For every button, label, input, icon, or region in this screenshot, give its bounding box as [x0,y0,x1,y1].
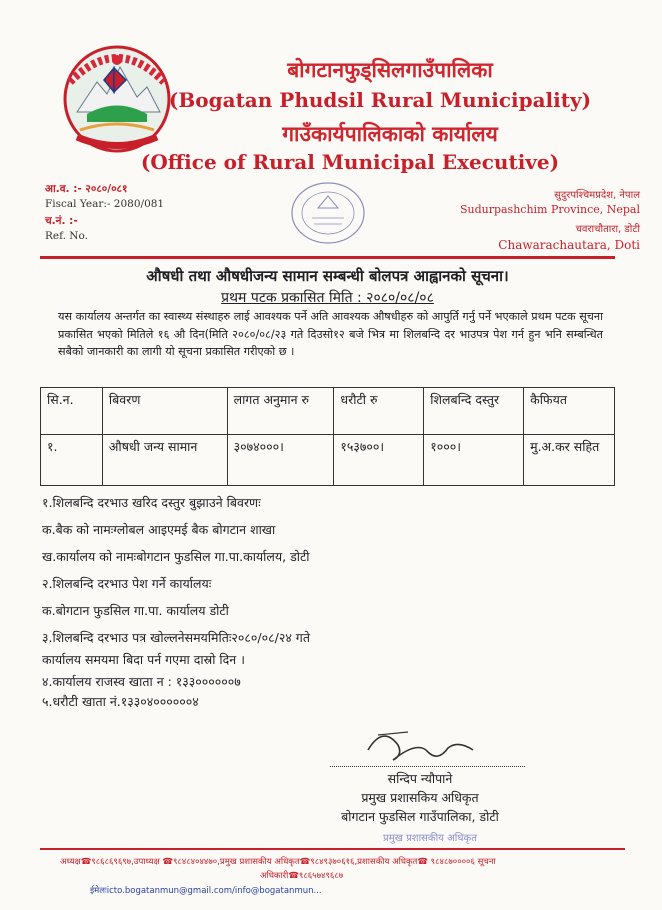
footer-contacts: अध्यक्ष☎९८६८६९६९७,उपाध्यक्ष ☎९८४८४०४४७०,प्रमुख प्रशासकीय अधिकृत☎९८४९३७०६१६,प्रशासकीय अधिकृत☎ ९८४८७००००६ सूचना [60,857,496,867]
signatory-post: प्रमुख प्रशासकिय अधिकृत [361,790,479,805]
fiscal-year-english: Fiscal Year:- 2080/081 [45,198,165,210]
column-header: कैफियत [524,388,615,435]
post-seal-text: प्रमुख प्रशासकीय अधिकृत [383,833,477,844]
detail-line: ख.कार्यालय को नामःबोगटान फुडसिल गा.पा.कार्यालय, डोटी [42,549,310,564]
table-cell: ३०७४०००। [227,435,334,486]
office-name-nepali: गाउँकार्यपालिकाको कार्यालय [282,122,498,146]
footer-divider [40,848,625,850]
footer-email[interactable]: ईमेलःicto.bogatanmun@gmail.com/info@bogatanmun... [90,886,322,896]
handwritten-signature [348,720,488,770]
office-name-english: (Office of Rural Municipal Executive) [140,150,560,174]
column-header: बिवरण [102,388,227,435]
detail-line: क.बैक को नामःग्लोबल आइएमई बैक बोगटान शाखा [42,522,276,537]
column-header: लागत अनुमान रु [227,388,334,435]
publish-date-line: प्रथम पटक प्रकासित मिति : २०८०/०८/०८ [221,290,434,306]
municipality-name-english: (Bogatan Phudsil Rural Municipality) [168,88,592,112]
notice-title: औषधी तथा औषधीजन्य सामान सम्बन्धी बोलपत्र आह्वानको सूचना। [146,267,509,285]
detail-line: कार्यालय समयमा बिदा पर्न गएमा दास्रो दिन । [42,652,245,667]
column-header: शिलबन्दि दस्तुर [424,388,524,435]
notice-body: यस कार्यालय अन्तर्गत का स्वास्थ्य संस्थाहरु लाई आवश्यक पर्ने अति आवश्यक औषधीहरु को आपुर्ति गर्नु पर्ने भएकाले प्रथम पटक सूचना प्रकासित भएको मितिले १६ औ दिन(मिति २०८०/०८/२३ गते दिउसो१२ बजे भित्र मा शिलबन्दि दर भाउपत्र पेश गर्न हुन भनि सम्बन्धित सबैको जानकारी का लागी यो सूचना प्रकासित गरीएको छ । [58,310,603,358]
table-cell: १. [41,435,103,486]
column-header: सि.न. [41,388,103,435]
ref-number-nepali: च.नं. :- [45,215,78,227]
detail-line: क.बोगटान फुडसिल गा.पा. कार्यालय डोटी [42,603,229,618]
header-divider [40,256,615,259]
location-nepali: चवराचौतारा, डोटी [575,224,640,235]
detail-line: १.शिलबन्दि दरभाउ खरिद दस्तुर बुझाउने बिवरणः [42,495,261,510]
footer-contacts-cont: अधिकारी☎९८६५७४९६८७ [260,871,344,881]
tender-table [40,387,615,486]
signature-line [330,766,525,767]
table-cell: मु.अ.कर सहित [524,435,615,486]
signatory-name: सन्दिप न्यौपाने [387,771,453,786]
notice-subtitle [40,288,615,307]
fiscal-year-nepali: आ.व. :- २०८०/०८१ [45,183,128,195]
table-row [41,435,615,486]
column-header: धरौटी रु [334,388,424,435]
table-cell: १०००। [424,435,524,486]
province-english: Sudurpashchim Province, Nepal [459,203,640,216]
signatory-office: बोगटान फुडसिल गाउँपालिका, डोटी [341,809,499,824]
table-cell: औषधी जन्य सामान [102,435,227,486]
detail-line: ५.धरौटी खाता नं.१३३०४००००००४ [42,694,199,709]
table-header-row [41,388,615,435]
ref-number-english: Ref. No. [45,230,88,242]
province-nepali: सुदुरपश्चिमप्रदेश, नेपाल [554,190,640,201]
detail-line: ४.कार्यालय राजस्व खाता न : १३३००००००७ [42,674,241,689]
office-stamp [288,180,368,246]
table-cell: १५३७००। [334,435,424,486]
detail-line: ३.शिलबन्दि दरभाउ पत्र खोल्लनेसमयमितिः२०८०/०८/२४ गते [42,630,310,645]
municipality-name-nepali: बोगटानफुड्सिलगाउँपालिका [287,58,493,82]
detail-line: २.शिलबन्दि दरभाउ पेश गर्ने कार्यालयः [42,576,212,591]
location-english: Chawarachautara, Doti [498,238,640,252]
